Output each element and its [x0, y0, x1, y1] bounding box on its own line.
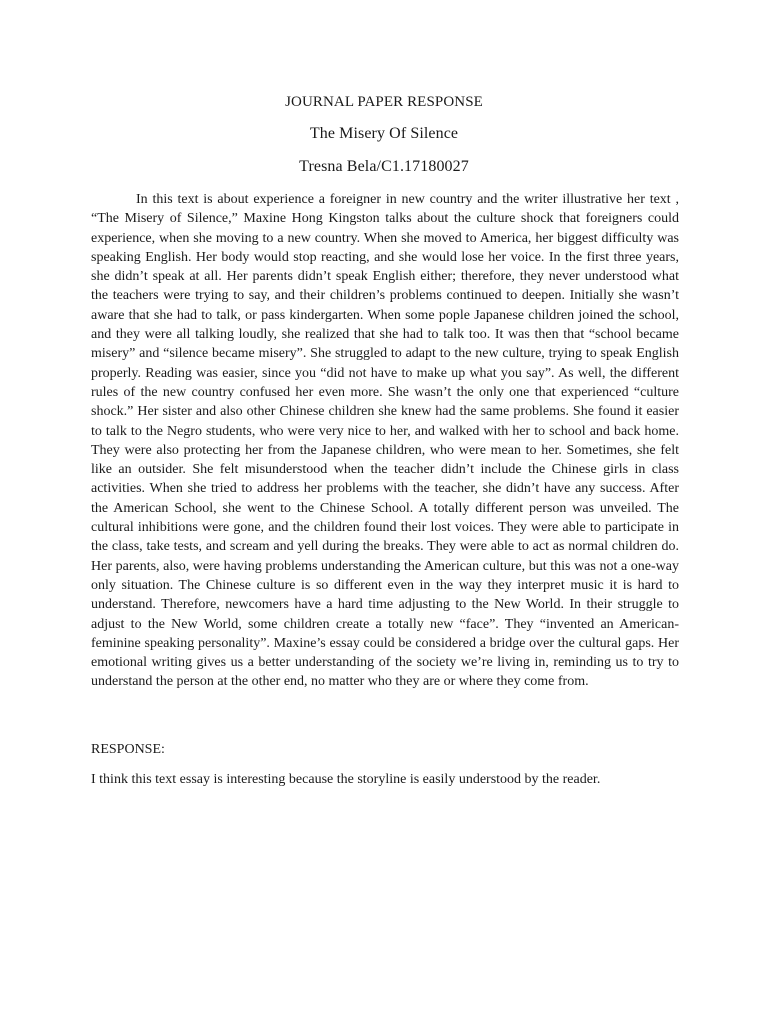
body-paragraph: In this text is about experience a foreigner in new country and the writer illustrative her text , “The Misery of Silence,” Maxine Hong Kingston talks about the culture shock that foreigners could experience, when she moving to a new country. When she moved to America, her biggest difficulty was speaking English. Her body would stop reacting, and she would lose her voice. In the first three years, she didn’t speak at all. Her parents didn’t speak English either; therefore, they never understood what the teachers were trying to say, and their children’s problems continued to deepen. Initially she wasn’t aware that she had to talk, or pass kindergarten. When some pople Japanese children joined the school, and they were all talking loudly, she realized that she had to talk too. It was then that “school became misery” and “silence became misery”. She struggled to adapt to the new culture, trying to speak English properly. Reading was easier, since you “did not have to make up what you say”. As well, the different rules of the new country confused her even more. She wasn’t the only one that experienced “culture shock.” Her sister and also other Chinese children she knew had the same problems. She found it easier to talk to the Negro students, who were very nice to her, and walked with her to school and back home. They were also protecting her from the Japanese children, who were mean to her. Sometimes, she felt like an outsider. She felt misunderstood when the teacher didn’t include the Chinese girls in class activities. When she tried to address her problems with the teacher, she didn’t have any success. After the American School, she went to the Chinese School. A totally different person was unveiled. The cultural inhibitions were gone, and the children found their lost voices. They were able to participate in the class, take tests, and scream and yell during the breaks. They were able to act as normal children do. Her parents, also, were having problems understanding the American culture, but this was not a one-way only situation. The Chinese culture is so different even in the way they interpret music it is hard to understand. Therefore, newcomers have a hard time adjusting to the New World. In their struggle to adjust to the New World, some children create a totally new “face”. They “invented an American-feminine speaking personality”. Maxine’s essay could be considered a bridge over the cultural gaps. Her emotional writing gives us a better understanding of the society we’re living in, reminding us to try to understand the person at the other end, no matter who they are or where they come from.: [91, 192, 679, 690]
author-line: Tresna Bela/C1.17180027: [299, 158, 469, 175]
response-text: I think this text essay is interesting because the storyline is easily understood by the reader.: [91, 772, 601, 787]
response-label: RESPONSE:: [91, 742, 165, 757]
document-subtitle: The Misery Of Silence: [309, 125, 459, 142]
document-title: JOURNAL PAPER RESPONSE: [285, 94, 483, 110]
